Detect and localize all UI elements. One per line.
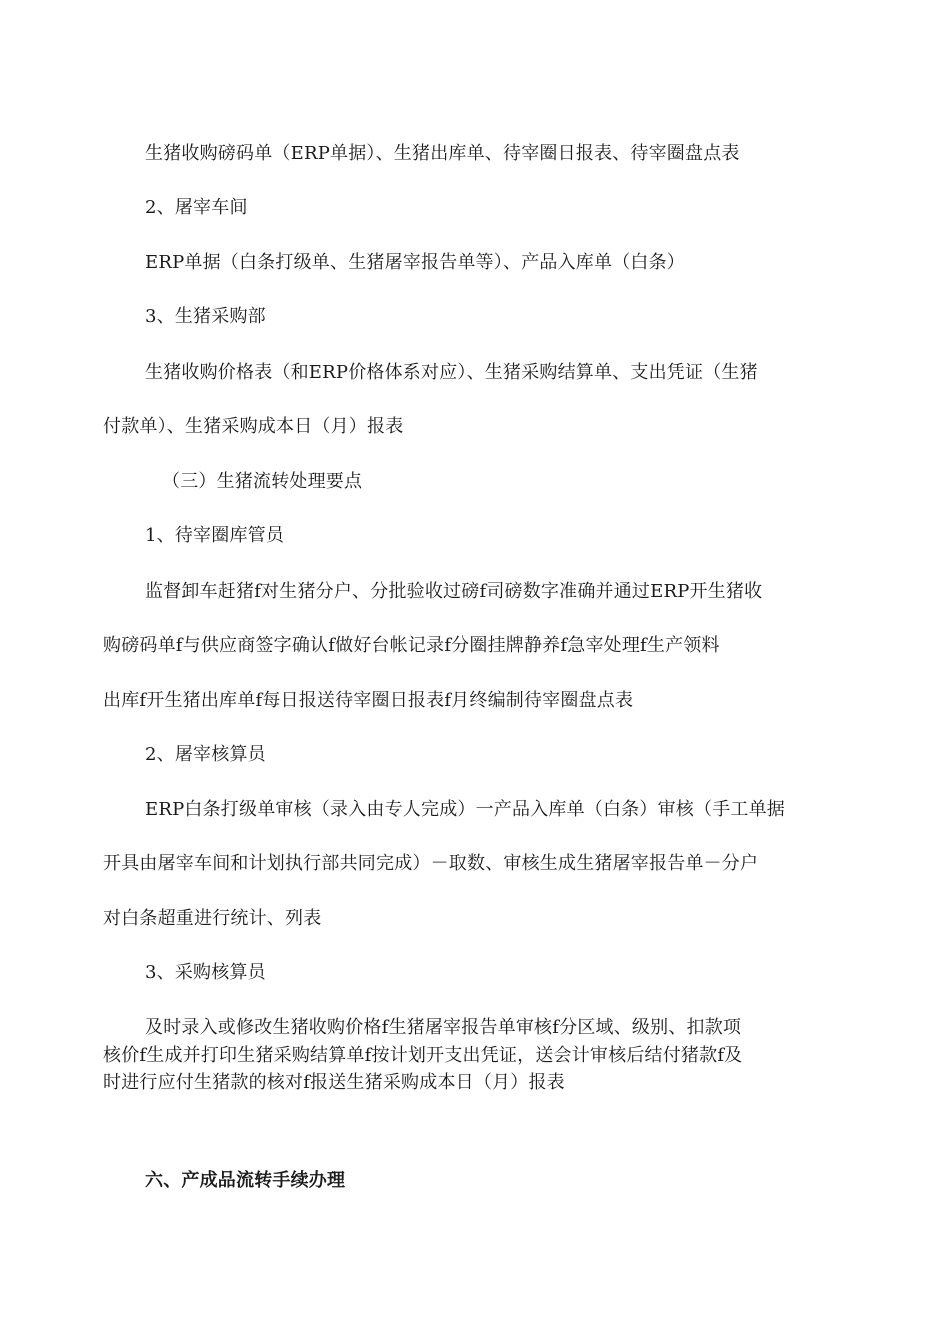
subsection-heading-key-points: （三）生猪流转处理要点 (162, 471, 363, 492)
section-heading-finished-goods: 六、产成品流转手续办理 (145, 1170, 346, 1191)
text-line-manual-documents: 开具由屠宰车间和计划执行部共同完成）－取数、审核生成生猪屠宰报告单－分户 (103, 853, 759, 874)
text-line-weigh-slip: 购磅码单f与供应商签字确认f做好台帐记录f分圈挂牌静养f急宰处理f生产领料 (103, 635, 720, 656)
text-line-reconciliation: 时进行应付生猪款的核对f报送生猪采购成本日（月）报表 (103, 1072, 565, 1093)
section-item-slaughter-workshop: 2、屠宰车间 (145, 197, 248, 218)
section-item-pig-purchasing: 3、生猪采购部 (145, 306, 266, 327)
text-line-settlement: 核价f生成并打印生猪采购结算单f按计划开支出凭证，送会计审核后结付猪款f及 (103, 1045, 743, 1066)
section-item-pen-keeper: 1、待宰圈库管员 (145, 525, 285, 546)
text-line-documents-list: 生猪收购磅码单（ERP单据）、生猪出库单、待宰圈日报表、待宰圈盘点表 (145, 143, 740, 164)
text-line-price-table: 生猪收购价格表（和ERP价格体系对应）、生猪采购结算单、支出凭证（生猪 (145, 362, 758, 383)
text-line-price-entry: 及时录入或修改生猪收购价格f生猪屠宰报告单审核f分区域、级别、扣款项 (145, 1017, 742, 1038)
text-line-supervise-unloading: 监督卸车赶猪f对生猪分户、分批验收过磅f司磅数字准确并通过ERP开生猪收 (145, 581, 763, 602)
text-line-overweight-stats: 对白条超重进行统计、列表 (103, 908, 322, 929)
text-line-grading-review: ERP白条打级单审核（录入由专人完成）一产品入库单（白条）审核（手工单据 (145, 799, 786, 820)
section-item-purchase-accountant: 3、采购核算员 (145, 962, 266, 983)
text-line-erp-documents: ERP单据（白条打级单、生猪屠宰报告单等）、产品入库单（白条） (145, 252, 686, 273)
text-line-outbound: 出库f开生猪出库单f每日报送待宰圈日报表f月终编制待宰圈盘点表 (103, 690, 634, 711)
text-line-payment-note: 付款单）、生猪采购成本日（月）报表 (103, 416, 404, 437)
section-item-slaughter-accountant: 2、屠宰核算员 (145, 744, 266, 765)
